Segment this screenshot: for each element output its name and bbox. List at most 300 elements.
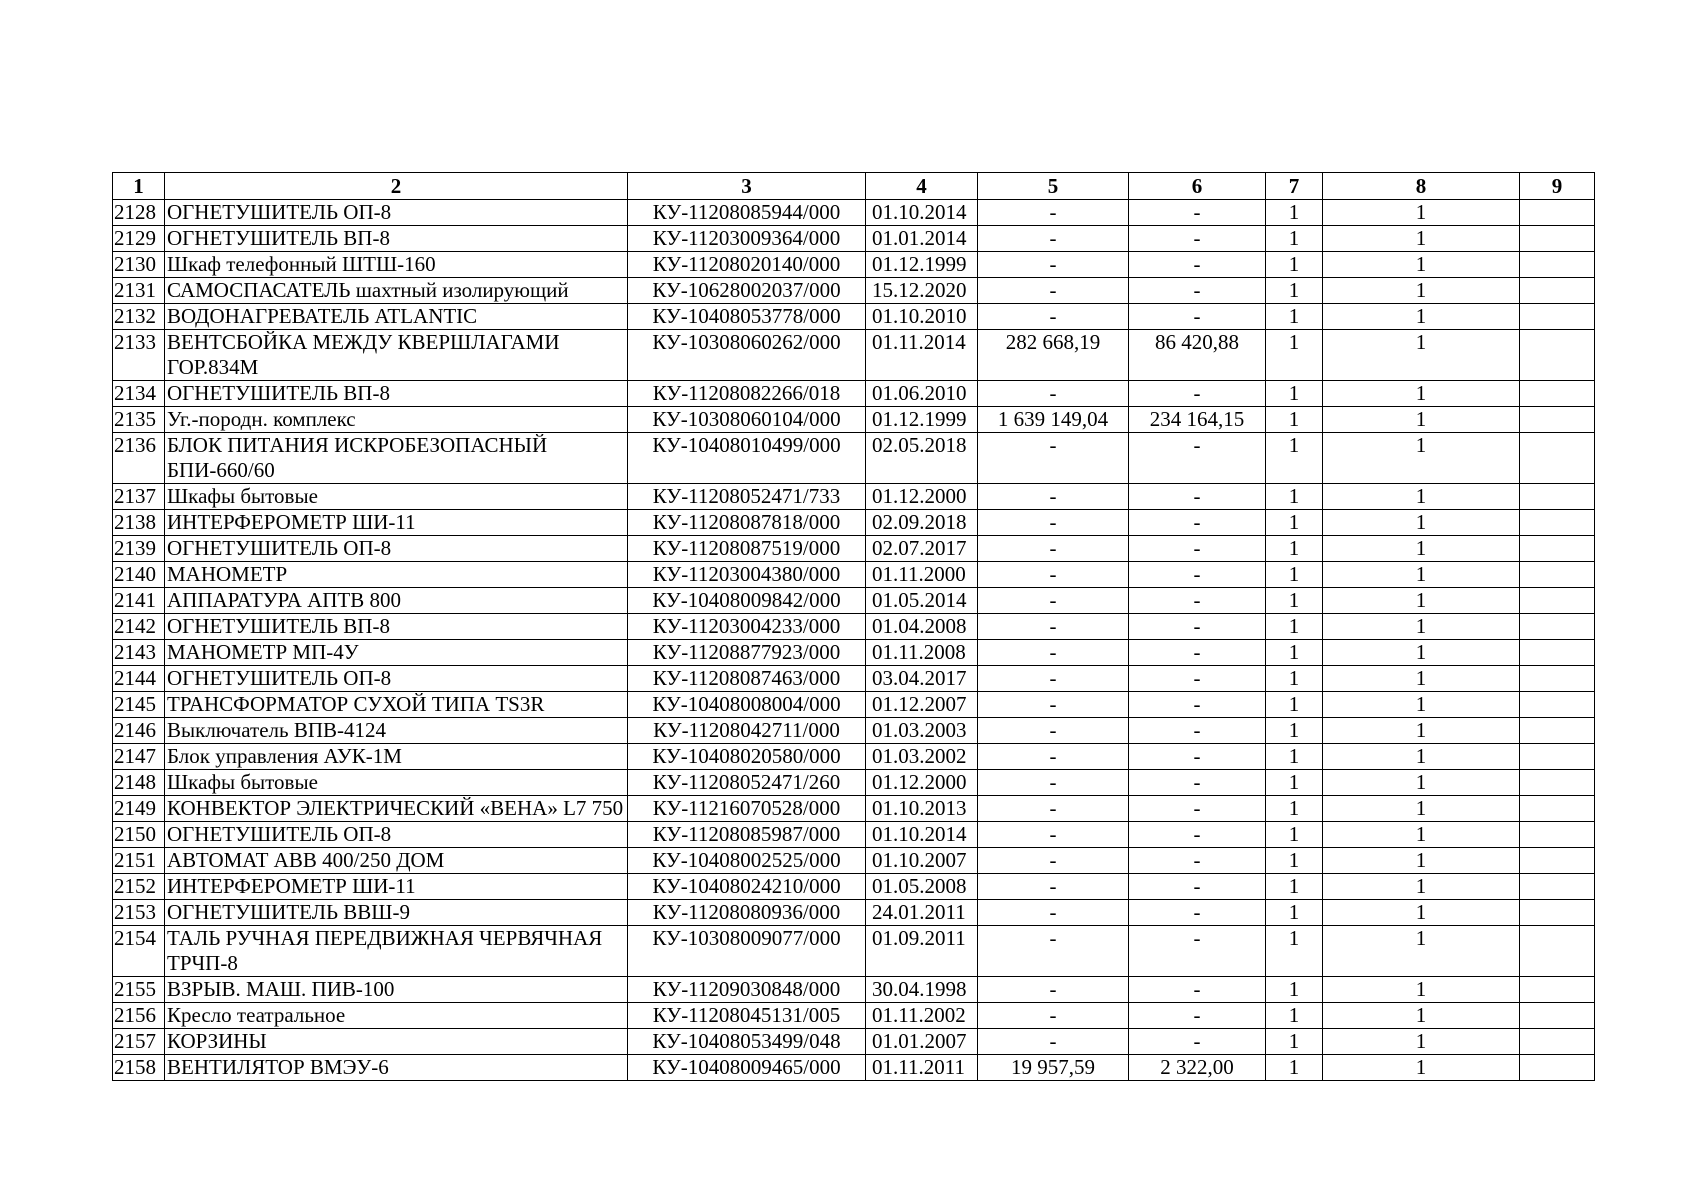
- row-number-cell: 2143: [113, 640, 165, 666]
- table-row: [113, 977, 1595, 1003]
- column-header-7: 7: [1266, 173, 1323, 200]
- value-col-6-cell: -: [1129, 900, 1266, 926]
- inventory-code-cell: КУ-11208087463/000: [628, 666, 866, 692]
- value-col-7-cell: 1: [1266, 770, 1323, 796]
- column-header-2: 2: [165, 173, 628, 200]
- table-row: [113, 796, 1595, 822]
- value-col-7-cell: 1: [1266, 278, 1323, 304]
- table-row: [113, 926, 1595, 977]
- date-cell: 15.12.2020: [866, 278, 978, 304]
- table-row: [113, 1003, 1595, 1029]
- inventory-code-cell: КУ-11208085944/000: [628, 200, 866, 226]
- value-col-7-cell: 1: [1266, 848, 1323, 874]
- row-number-cell: 2135: [113, 407, 165, 433]
- table-row: [113, 770, 1595, 796]
- inventory-code-cell: КУ-11208080936/000: [628, 900, 866, 926]
- inventory-code-cell: КУ-11208877923/000: [628, 640, 866, 666]
- value-col-8-cell: 1: [1323, 200, 1520, 226]
- date-cell: 24.01.2011: [866, 900, 978, 926]
- item-name-cell: ОГНЕТУШИТЕЛЬ ВВШ-9: [165, 900, 628, 926]
- value-col-8-cell: 1: [1323, 226, 1520, 252]
- value-col-8-cell: 1: [1323, 433, 1520, 484]
- item-name-cell: ИНТЕРФЕРОМЕТР ШИ-11: [165, 874, 628, 900]
- date-cell: 01.10.2010: [866, 304, 978, 330]
- column-header-9: 9: [1520, 173, 1595, 200]
- table-row: [113, 536, 1595, 562]
- date-cell: 01.12.2000: [866, 484, 978, 510]
- row-number-cell: 2128: [113, 200, 165, 226]
- value-col-6-cell: -: [1129, 926, 1266, 977]
- header-row: [113, 173, 1595, 200]
- value-col-7-cell: 1: [1266, 718, 1323, 744]
- value-col-7-cell: 1: [1266, 666, 1323, 692]
- date-cell: 03.04.2017: [866, 666, 978, 692]
- value-col-9-cell: [1520, 407, 1595, 433]
- value-col-6-cell: 2 322,00: [1129, 1055, 1266, 1081]
- row-number-cell: 2157: [113, 1029, 165, 1055]
- date-cell: 01.10.2013: [866, 796, 978, 822]
- date-cell: 01.11.2000: [866, 562, 978, 588]
- value-col-5-cell: 19 957,59: [978, 1055, 1129, 1081]
- value-col-5-cell: -: [978, 666, 1129, 692]
- row-number-cell: 2150: [113, 822, 165, 848]
- value-col-9-cell: [1520, 977, 1595, 1003]
- value-col-9-cell: [1520, 744, 1595, 770]
- date-cell: 01.04.2008: [866, 614, 978, 640]
- column-header-8: 8: [1323, 173, 1520, 200]
- inventory-code-cell: КУ-11208042711/000: [628, 718, 866, 744]
- inventory-code-cell: КУ-11208082266/018: [628, 381, 866, 407]
- value-col-6-cell: -: [1129, 744, 1266, 770]
- inventory-code-cell: КУ-11208085987/000: [628, 822, 866, 848]
- date-cell: 02.07.2017: [866, 536, 978, 562]
- date-cell: 01.11.2008: [866, 640, 978, 666]
- value-col-6-cell: -: [1129, 252, 1266, 278]
- value-col-8-cell: 1: [1323, 666, 1520, 692]
- item-name-cell: ИНТЕРФЕРОМЕТР ШИ-11: [165, 510, 628, 536]
- table-row: [113, 874, 1595, 900]
- value-col-7-cell: 1: [1266, 1029, 1323, 1055]
- inventory-code-cell: КУ-11209030848/000: [628, 977, 866, 1003]
- date-cell: 01.11.2002: [866, 1003, 978, 1029]
- value-col-6-cell: -: [1129, 304, 1266, 330]
- value-col-5-cell: -: [978, 614, 1129, 640]
- value-col-6-cell: -: [1129, 796, 1266, 822]
- value-col-8-cell: 1: [1323, 510, 1520, 536]
- row-number-cell: 2152: [113, 874, 165, 900]
- inventory-code-cell: КУ-11208052471/260: [628, 770, 866, 796]
- value-col-8-cell: 1: [1323, 330, 1520, 381]
- item-name-cell: Шкаф телефонный ШТШ-160: [165, 252, 628, 278]
- value-col-9-cell: [1520, 614, 1595, 640]
- table-row: [113, 1029, 1595, 1055]
- row-number-cell: 2146: [113, 718, 165, 744]
- value-col-5-cell: -: [978, 278, 1129, 304]
- value-col-9-cell: [1520, 848, 1595, 874]
- column-header-6: 6: [1129, 173, 1266, 200]
- date-cell: 01.06.2010: [866, 381, 978, 407]
- value-col-7-cell: 1: [1266, 640, 1323, 666]
- item-name-cell: АППАРАТУРА АПТВ 800: [165, 588, 628, 614]
- inventory-code-cell: КУ-10408020580/000: [628, 744, 866, 770]
- value-col-6-cell: -: [1129, 510, 1266, 536]
- table-row: [113, 666, 1595, 692]
- item-name-cell: БЛОК ПИТАНИЯ ИСКРОБЕЗОПАСНЫЙ БПИ-660/60: [165, 433, 628, 484]
- inventory-code-cell: КУ-10408008004/000: [628, 692, 866, 718]
- value-col-8-cell: 1: [1323, 874, 1520, 900]
- row-number-cell: 2153: [113, 900, 165, 926]
- value-col-6-cell: -: [1129, 1029, 1266, 1055]
- value-col-7-cell: 1: [1266, 744, 1323, 770]
- inventory-code-cell: КУ-11203004233/000: [628, 614, 866, 640]
- value-col-8-cell: 1: [1323, 304, 1520, 330]
- value-col-9-cell: [1520, 484, 1595, 510]
- value-col-9-cell: [1520, 330, 1595, 381]
- item-name-cell: ОГНЕТУШИТЕЛЬ ОП-8: [165, 666, 628, 692]
- item-name-cell: ВЕНТИЛЯТОР ВМЭУ-6: [165, 1055, 628, 1081]
- value-col-9-cell: [1520, 926, 1595, 977]
- table-row: [113, 900, 1595, 926]
- value-col-6-cell: -: [1129, 692, 1266, 718]
- table-row: [113, 278, 1595, 304]
- inventory-code-cell: КУ-11208087818/000: [628, 510, 866, 536]
- column-header-1: 1: [113, 173, 165, 200]
- value-col-5-cell: -: [978, 900, 1129, 926]
- item-name-cell: ВОДОНАГРЕВАТЕЛЬ ATLANTIC: [165, 304, 628, 330]
- row-number-cell: 2139: [113, 536, 165, 562]
- value-col-7-cell: 1: [1266, 200, 1323, 226]
- value-col-9-cell: [1520, 1003, 1595, 1029]
- row-number-cell: 2148: [113, 770, 165, 796]
- item-name-cell: ВЕНТСБОЙКА МЕЖДУ КВЕРШЛАГАМИ ГОР.834М: [165, 330, 628, 381]
- row-number-cell: 2151: [113, 848, 165, 874]
- inventory-code-cell: КУ-11203009364/000: [628, 226, 866, 252]
- value-col-8-cell: 1: [1323, 614, 1520, 640]
- value-col-7-cell: 1: [1266, 588, 1323, 614]
- value-col-5-cell: -: [978, 1003, 1129, 1029]
- item-name-cell: КОРЗИНЫ: [165, 1029, 628, 1055]
- item-name-cell: Шкафы бытовые: [165, 770, 628, 796]
- table-row: [113, 330, 1595, 381]
- value-col-8-cell: 1: [1323, 588, 1520, 614]
- inventory-code-cell: КУ-10408009465/000: [628, 1055, 866, 1081]
- inventory-code-cell: КУ-10308060104/000: [628, 407, 866, 433]
- value-col-8-cell: 1: [1323, 977, 1520, 1003]
- value-col-7-cell: 1: [1266, 330, 1323, 381]
- item-name-cell: ТАЛЬ РУЧНАЯ ПЕРЕДВИЖНАЯ ЧЕРВЯЧНАЯ ТРЧП-8: [165, 926, 628, 977]
- value-col-9-cell: [1520, 900, 1595, 926]
- value-col-9-cell: [1520, 1055, 1595, 1081]
- table-row: [113, 304, 1595, 330]
- inventory-table: [112, 172, 1595, 1081]
- item-name-cell: ОГНЕТУШИТЕЛЬ ВП-8: [165, 381, 628, 407]
- value-col-7-cell: 1: [1266, 433, 1323, 484]
- value-col-7-cell: 1: [1266, 614, 1323, 640]
- value-col-5-cell: -: [978, 796, 1129, 822]
- value-col-9-cell: [1520, 822, 1595, 848]
- value-col-5-cell: -: [978, 718, 1129, 744]
- table-row: [113, 692, 1595, 718]
- row-number-cell: 2141: [113, 588, 165, 614]
- item-name-cell: МАНОМЕТР МП-4У: [165, 640, 628, 666]
- value-col-5-cell: -: [978, 848, 1129, 874]
- value-col-6-cell: -: [1129, 588, 1266, 614]
- value-col-7-cell: 1: [1266, 252, 1323, 278]
- inventory-code-cell: КУ-11216070528/000: [628, 796, 866, 822]
- inventory-code-cell: КУ-10408010499/000: [628, 433, 866, 484]
- item-name-cell: КОНВЕКТОР ЭЛЕКТРИЧЕСКИЙ «ВЕНА» L7 750: [165, 796, 628, 822]
- table-row: [113, 252, 1595, 278]
- table-row: [113, 381, 1595, 407]
- value-col-7-cell: 1: [1266, 226, 1323, 252]
- row-number-cell: 2158: [113, 1055, 165, 1081]
- value-col-5-cell: -: [978, 226, 1129, 252]
- row-number-cell: 2137: [113, 484, 165, 510]
- value-col-6-cell: -: [1129, 484, 1266, 510]
- inventory-code-cell: КУ-11208020140/000: [628, 252, 866, 278]
- value-col-5-cell: -: [978, 588, 1129, 614]
- date-cell: 01.03.2003: [866, 718, 978, 744]
- value-col-8-cell: 1: [1323, 278, 1520, 304]
- date-cell: 01.01.2014: [866, 226, 978, 252]
- value-col-9-cell: [1520, 874, 1595, 900]
- value-col-8-cell: 1: [1323, 718, 1520, 744]
- row-number-cell: 2155: [113, 977, 165, 1003]
- value-col-5-cell: -: [978, 484, 1129, 510]
- value-col-6-cell: -: [1129, 614, 1266, 640]
- row-number-cell: 2132: [113, 304, 165, 330]
- value-col-9-cell: [1520, 433, 1595, 484]
- value-col-8-cell: 1: [1323, 407, 1520, 433]
- value-col-7-cell: 1: [1266, 510, 1323, 536]
- value-col-5-cell: -: [978, 744, 1129, 770]
- value-col-8-cell: 1: [1323, 822, 1520, 848]
- value-col-9-cell: [1520, 718, 1595, 744]
- item-name-cell: ОГНЕТУШИТЕЛЬ ВП-8: [165, 614, 628, 640]
- value-col-7-cell: 1: [1266, 407, 1323, 433]
- row-number-cell: 2130: [113, 252, 165, 278]
- value-col-6-cell: -: [1129, 1003, 1266, 1029]
- value-col-8-cell: 1: [1323, 1055, 1520, 1081]
- row-number-cell: 2134: [113, 381, 165, 407]
- row-number-cell: 2133: [113, 330, 165, 381]
- date-cell: 01.09.2011: [866, 926, 978, 977]
- value-col-9-cell: [1520, 226, 1595, 252]
- row-number-cell: 2147: [113, 744, 165, 770]
- value-col-5-cell: -: [978, 977, 1129, 1003]
- value-col-9-cell: [1520, 640, 1595, 666]
- value-col-7-cell: 1: [1266, 900, 1323, 926]
- table-row: [113, 718, 1595, 744]
- item-name-cell: ОГНЕТУШИТЕЛЬ ОП-8: [165, 822, 628, 848]
- column-header-5: 5: [978, 173, 1129, 200]
- value-col-9-cell: [1520, 278, 1595, 304]
- value-col-5-cell: -: [978, 433, 1129, 484]
- inventory-code-cell: КУ-10408053778/000: [628, 304, 866, 330]
- inventory-code-cell: КУ-11208087519/000: [628, 536, 866, 562]
- item-name-cell: САМОСПАСАТЕЛЬ шахтный изолирующий: [165, 278, 628, 304]
- value-col-7-cell: 1: [1266, 926, 1323, 977]
- date-cell: 01.12.2000: [866, 770, 978, 796]
- table-row: [113, 484, 1595, 510]
- value-col-7-cell: 1: [1266, 1003, 1323, 1029]
- value-col-7-cell: 1: [1266, 796, 1323, 822]
- table-row: [113, 433, 1595, 484]
- value-col-7-cell: 1: [1266, 822, 1323, 848]
- inventory-code-cell: КУ-10408002525/000: [628, 848, 866, 874]
- row-number-cell: 2144: [113, 666, 165, 692]
- value-col-8-cell: 1: [1323, 381, 1520, 407]
- value-col-6-cell: -: [1129, 874, 1266, 900]
- date-cell: 01.11.2011: [866, 1055, 978, 1081]
- value-col-9-cell: [1520, 252, 1595, 278]
- value-col-8-cell: 1: [1323, 536, 1520, 562]
- date-cell: 01.12.1999: [866, 252, 978, 278]
- value-col-5-cell: -: [978, 536, 1129, 562]
- row-number-cell: 2149: [113, 796, 165, 822]
- row-number-cell: 2129: [113, 226, 165, 252]
- item-name-cell: ОГНЕТУШИТЕЛЬ ВП-8: [165, 226, 628, 252]
- value-col-5-cell: -: [978, 200, 1129, 226]
- value-col-9-cell: [1520, 536, 1595, 562]
- value-col-8-cell: 1: [1323, 744, 1520, 770]
- item-name-cell: Уг.-породн. комплекс: [165, 407, 628, 433]
- value-col-9-cell: [1520, 381, 1595, 407]
- table-row: [113, 226, 1595, 252]
- table-row: [113, 1055, 1595, 1081]
- inventory-code-cell: КУ-11208052471/733: [628, 484, 866, 510]
- value-col-5-cell: -: [978, 770, 1129, 796]
- value-col-7-cell: 1: [1266, 381, 1323, 407]
- item-name-cell: МАНОМЕТР: [165, 562, 628, 588]
- table-row: [113, 848, 1595, 874]
- value-col-6-cell: -: [1129, 381, 1266, 407]
- table-row: [113, 510, 1595, 536]
- table-row: [113, 640, 1595, 666]
- value-col-5-cell: -: [978, 252, 1129, 278]
- inventory-code-cell: КУ-10408009842/000: [628, 588, 866, 614]
- row-number-cell: 2138: [113, 510, 165, 536]
- inventory-code-cell: КУ-11208045131/005: [628, 1003, 866, 1029]
- date-cell: 01.12.2007: [866, 692, 978, 718]
- value-col-7-cell: 1: [1266, 484, 1323, 510]
- value-col-7-cell: 1: [1266, 1055, 1323, 1081]
- value-col-7-cell: 1: [1266, 874, 1323, 900]
- inventory-code-cell: КУ-11203004380/000: [628, 562, 866, 588]
- table-row: [113, 562, 1595, 588]
- value-col-9-cell: [1520, 200, 1595, 226]
- value-col-8-cell: 1: [1323, 770, 1520, 796]
- value-col-6-cell: -: [1129, 536, 1266, 562]
- date-cell: 01.03.2002: [866, 744, 978, 770]
- value-col-5-cell: -: [978, 381, 1129, 407]
- value-col-9-cell: [1520, 692, 1595, 718]
- value-col-6-cell: -: [1129, 822, 1266, 848]
- value-col-7-cell: 1: [1266, 692, 1323, 718]
- value-col-6-cell: -: [1129, 640, 1266, 666]
- value-col-8-cell: 1: [1323, 926, 1520, 977]
- value-col-5-cell: 1 639 149,04: [978, 407, 1129, 433]
- value-col-5-cell: -: [978, 926, 1129, 977]
- value-col-5-cell: -: [978, 562, 1129, 588]
- value-col-7-cell: 1: [1266, 977, 1323, 1003]
- row-number-cell: 2154: [113, 926, 165, 977]
- value-col-7-cell: 1: [1266, 562, 1323, 588]
- table-row: [113, 200, 1595, 226]
- value-col-8-cell: 1: [1323, 562, 1520, 588]
- value-col-9-cell: [1520, 666, 1595, 692]
- value-col-9-cell: [1520, 562, 1595, 588]
- item-name-cell: ОГНЕТУШИТЕЛЬ ОП-8: [165, 200, 628, 226]
- value-col-6-cell: -: [1129, 562, 1266, 588]
- value-col-6-cell: -: [1129, 770, 1266, 796]
- date-cell: 01.10.2014: [866, 822, 978, 848]
- column-header-3: 3: [628, 173, 866, 200]
- value-col-9-cell: [1520, 796, 1595, 822]
- row-number-cell: 2145: [113, 692, 165, 718]
- value-col-5-cell: 282 668,19: [978, 330, 1129, 381]
- item-name-cell: Выключатель ВПВ-4124: [165, 718, 628, 744]
- row-number-cell: 2156: [113, 1003, 165, 1029]
- date-cell: 01.12.1999: [866, 407, 978, 433]
- value-col-9-cell: [1520, 1029, 1595, 1055]
- row-number-cell: 2131: [113, 278, 165, 304]
- value-col-9-cell: [1520, 510, 1595, 536]
- value-col-8-cell: 1: [1323, 848, 1520, 874]
- table-row: [113, 614, 1595, 640]
- value-col-9-cell: [1520, 304, 1595, 330]
- value-col-5-cell: -: [978, 1029, 1129, 1055]
- value-col-8-cell: 1: [1323, 484, 1520, 510]
- item-name-cell: ОГНЕТУШИТЕЛЬ ОП-8: [165, 536, 628, 562]
- value-col-5-cell: -: [978, 640, 1129, 666]
- date-cell: 30.04.1998: [866, 977, 978, 1003]
- inventory-code-cell: КУ-10408024210/000: [628, 874, 866, 900]
- inventory-code-cell: КУ-10628002037/000: [628, 278, 866, 304]
- value-col-8-cell: 1: [1323, 1003, 1520, 1029]
- date-cell: 01.11.2014: [866, 330, 978, 381]
- inventory-code-cell: КУ-10308009077/000: [628, 926, 866, 977]
- table-body: [113, 200, 1595, 1081]
- value-col-9-cell: [1520, 770, 1595, 796]
- value-col-5-cell: -: [978, 510, 1129, 536]
- value-col-6-cell: -: [1129, 848, 1266, 874]
- value-col-5-cell: -: [978, 822, 1129, 848]
- value-col-6-cell: -: [1129, 200, 1266, 226]
- date-cell: 02.09.2018: [866, 510, 978, 536]
- value-col-9-cell: [1520, 588, 1595, 614]
- table-row: [113, 822, 1595, 848]
- value-col-6-cell: -: [1129, 226, 1266, 252]
- value-col-6-cell: -: [1129, 278, 1266, 304]
- value-col-5-cell: -: [978, 874, 1129, 900]
- inventory-code-cell: КУ-10408053499/048: [628, 1029, 866, 1055]
- date-cell: 01.05.2008: [866, 874, 978, 900]
- item-name-cell: Кресло театральное: [165, 1003, 628, 1029]
- table-row: [113, 744, 1595, 770]
- value-col-6-cell: -: [1129, 718, 1266, 744]
- item-name-cell: Шкафы бытовые: [165, 484, 628, 510]
- value-col-7-cell: 1: [1266, 536, 1323, 562]
- date-cell: 01.05.2014: [866, 588, 978, 614]
- value-col-5-cell: -: [978, 692, 1129, 718]
- value-col-5-cell: -: [978, 304, 1129, 330]
- item-name-cell: Блок управления АУК-1М: [165, 744, 628, 770]
- table-row: [113, 588, 1595, 614]
- value-col-8-cell: 1: [1323, 640, 1520, 666]
- row-number-cell: 2140: [113, 562, 165, 588]
- value-col-8-cell: 1: [1323, 252, 1520, 278]
